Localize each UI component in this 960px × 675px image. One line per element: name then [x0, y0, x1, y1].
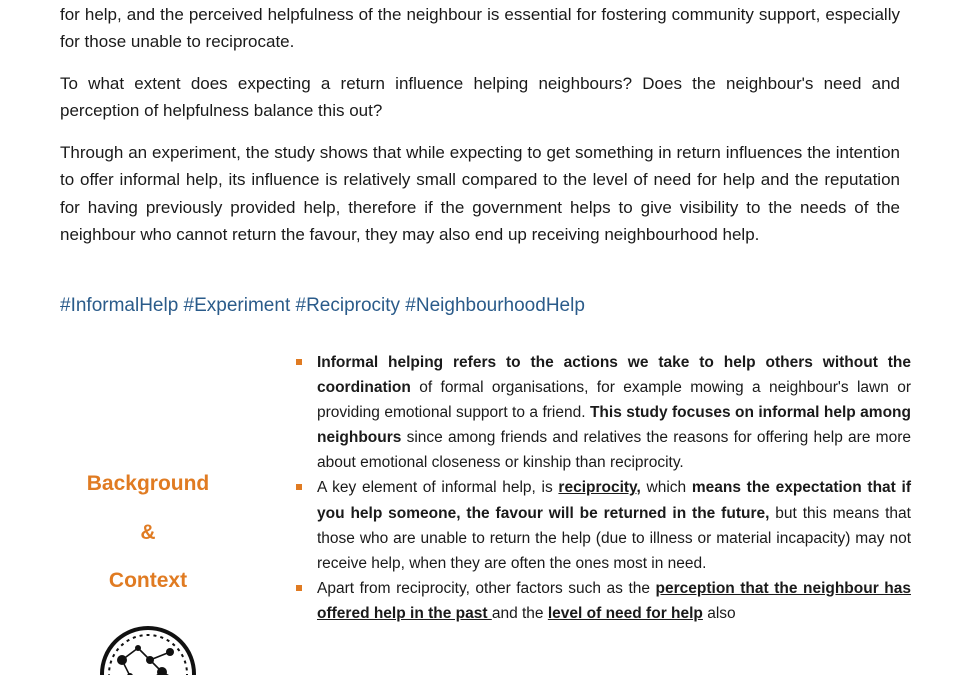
bullet-3-lead: Apart from reciprocity, other factors such as the — [317, 579, 656, 597]
summary-paragraph: Through an experiment, the study shows that while expecting to get something in return influences the intention to offer informal help, its influence is relatively small compared to the level of need for help and the reputation for having previously provided help, therefore if the government helps to give visibility to the needs of the neighbour who cannot return the favour, they may also end up receiving neighbourhood help. — [60, 143, 900, 244]
bullet-2-definition: means the expectation that if you help someone, the favour will be returned in the future, — [317, 479, 911, 522]
hashtags: #InformalHelp #Experiment #Reciprocity #NeighbourhoodHelp — [60, 295, 585, 316]
bullet-2-text: which — [640, 479, 692, 497]
bullet-2-lead: A key element of informal help, is — [317, 479, 559, 497]
intro-paragraph-end: for help, and the perceived helpfulness of the neighbour is essential for fostering community support, especially for those unable to reciprocate. — [60, 5, 900, 52]
bullet-3-tail: also — [702, 604, 736, 622]
research-question-paragraph: To what extent does expecting a return influence helping neighbours? Does the neighbour's need and perception of helpfulness balance this out? — [60, 74, 900, 121]
bullet-marker — [296, 359, 302, 365]
bullet-1-text: of formal organisations, for example mowing a neighbour's lawn or providing emotional support to a friend. — [317, 379, 911, 422]
bullet-1-tail: since among friends and relatives the reasons for offering help are more about emotional closeness or kinship than reciprocity. — [317, 429, 911, 472]
bullet-2-tail: but this means that those who are unable to return the help (due to illness or material incapacity) may not receive help, when they are often the ones most in need. — [317, 504, 911, 572]
bullet-3-factor-past-help: perception that the neighbour has offered help in the past — [317, 579, 911, 622]
background-bullet-list — [296, 350, 911, 626]
list-item — [296, 475, 911, 575]
bullet-2-term: reciprocity — [558, 479, 637, 497]
bullet-1-focus: This study focuses on informal help among neighbours — [317, 404, 911, 447]
bullet-marker — [296, 484, 302, 490]
bullet-3-factor-need: level of need for help — [547, 604, 703, 622]
bullet-2-comma: , — [636, 479, 641, 497]
bullet-1-lead: Informal helping refers to the actions we take to help others without the coordination — [317, 354, 911, 397]
list-item — [296, 576, 911, 626]
network-globe-icon — [100, 626, 196, 675]
section-heading-ampersand: & — [140, 520, 156, 544]
section-heading-background: Background — [86, 472, 210, 495]
section-heading-context: Context — [108, 569, 188, 592]
section-heading — [60, 463, 236, 609]
bullet-marker — [296, 585, 302, 591]
bullet-3-text: and the — [491, 604, 548, 622]
list-item — [296, 350, 911, 475]
